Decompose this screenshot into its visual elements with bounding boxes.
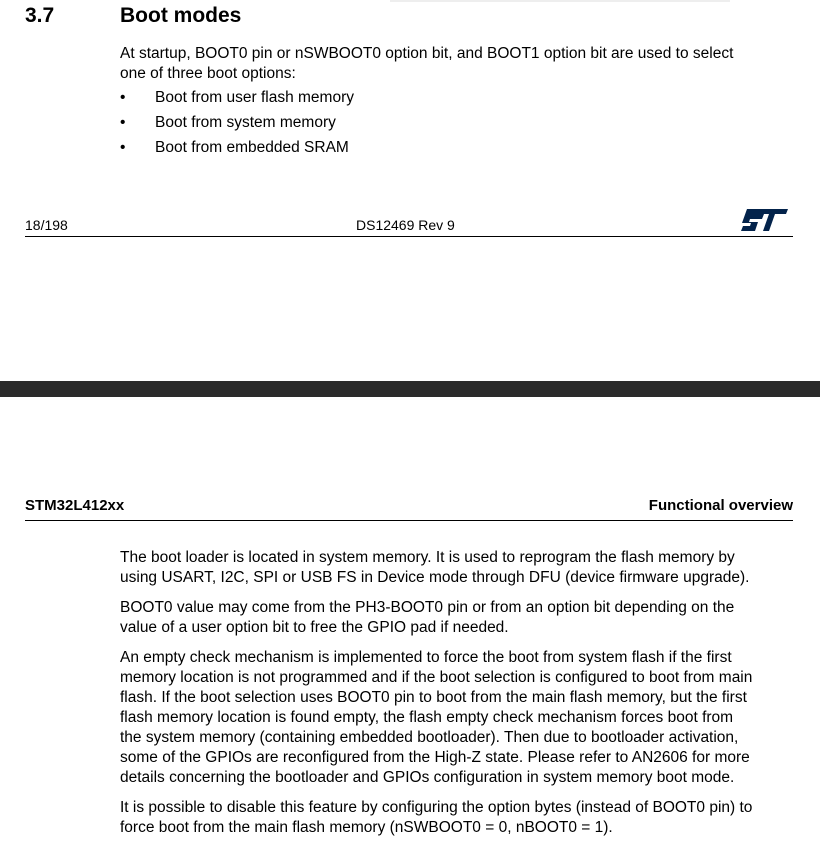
st-logo-icon (740, 207, 790, 233)
paragraph-boot0-source (120, 598, 800, 638)
header-rule (25, 520, 793, 521)
paragraph-line: flash. If the boot selection uses BOOT0 pin to boot from the main flash memory, but the first (120, 689, 747, 706)
paragraph-line: some of the GPIOs are reconfigured from the High-Z state. Please refer to AN2606 for more (120, 749, 750, 766)
running-header-product: STM32L412xx (25, 497, 125, 514)
top-divider (390, 0, 730, 2)
page-separator (0, 381, 820, 397)
paragraph-line: memory location is not programmed and if the boot selection is configured to boot from main (120, 669, 753, 686)
paragraph-line: details concerning the bootloader and GPIOs configuration in system memory boot mode. (120, 769, 735, 786)
paragraph-disable-feature (120, 798, 800, 838)
list-item-text: Boot from system memory (155, 114, 336, 131)
bullet-icon: • (120, 114, 126, 131)
section-title: Boot modes (120, 4, 242, 27)
paragraph-line: the system memory (containing embedded bootloader). Then due to bootloader activation, (120, 729, 739, 746)
list-item (120, 113, 354, 138)
intro-paragraph (120, 44, 800, 84)
footer-rule (25, 236, 793, 237)
paragraph-line: BOOT0 value may come from the PH3-BOOT0 pin or from an option bit depending on the (120, 599, 735, 616)
paragraph-line: The boot loader is located in system memory. It is used to reprogram the flash memory by (120, 549, 735, 566)
paragraph-line: flash memory location is found empty, the flash empty check mechanism forces boot from (120, 709, 734, 726)
paragraph-line: It is possible to disable this feature by configuring the option bytes (instead of BOOT0 pin) to (120, 799, 753, 816)
list-item (120, 138, 354, 163)
list-item-text: Boot from user flash memory (155, 89, 354, 106)
running-header-chapter: Functional overview (648, 497, 793, 514)
paragraph-line: An empty check mechanism is implemented to force the boot from system flash if the first (120, 649, 732, 666)
paragraph-bootloader-location (120, 548, 800, 588)
bullet-icon: • (120, 139, 126, 156)
boot-options-list (120, 88, 354, 163)
document-revision: DS12469 Rev 9 (356, 217, 455, 233)
page-number: 18/198 (25, 217, 68, 233)
paragraph-empty-check (120, 648, 800, 788)
intro-line: one of three boot options: (120, 65, 296, 82)
paragraph-line: using USART, I2C, SPI or USB FS in Device mode through DFU (device firmware upgrade). (120, 569, 750, 586)
paragraph-line: value of a user option bit to free the GPIO pad if needed. (120, 619, 509, 636)
intro-line: At startup, BOOT0 pin or nSWBOOT0 option bit, and BOOT1 option bit are used to select (120, 45, 734, 62)
list-item-text: Boot from embedded SRAM (155, 139, 349, 156)
paragraph-line: force boot from the main flash memory (nSWBOOT0 = 0, nBOOT0 = 1). (120, 819, 613, 836)
bullet-icon: • (120, 89, 126, 106)
list-item (120, 88, 354, 113)
section-number: 3.7 (25, 4, 55, 27)
